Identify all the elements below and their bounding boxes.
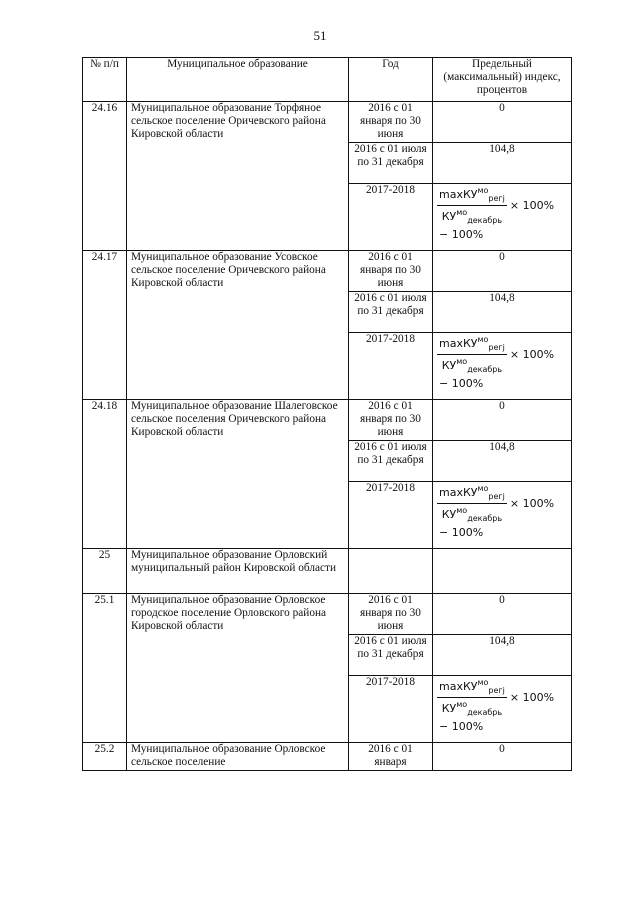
year-cell: 2017-2018: [349, 482, 433, 549]
table-row-group: [83, 549, 572, 594]
row-number: 25.2: [83, 743, 127, 771]
header-year: Год: [349, 58, 433, 102]
municipality-name: Муниципальное образование Орловское городское поселение Орловского района Кировской области: [127, 594, 349, 743]
index-value: 0: [433, 743, 572, 771]
index-formula: $\frac{\max КУ^{мо}_{регj}}{КУ^{мо}_{декабрь}}$ × 100% − 100%: [433, 184, 572, 251]
municipality-name: Муниципальное образование Торфяное сельское поселение Оричевского района Кировской области: [127, 102, 349, 251]
municipality-name: Муниципальное образование Шалеговское сельское поселения Оричевского района Кировской области: [127, 400, 349, 549]
row-number: 24.17: [83, 251, 127, 400]
index-value: 104,8: [433, 441, 572, 482]
year-cell: 2016 с 01 июля по 31 декабря: [349, 292, 433, 333]
page-number: 51: [313, 28, 327, 43]
index-value: 104,8: [433, 292, 572, 333]
header-municipality: Муниципальное образование: [127, 58, 349, 102]
year-cell: [349, 549, 433, 594]
municipality-name: Муниципальное образование Орловское сельское поселение: [127, 743, 349, 771]
row-number: 25: [83, 549, 127, 594]
year-cell: 2016 с 01 января по 30 июня: [349, 594, 433, 635]
year-cell: 2016 с 01 июля по 31 декабря: [349, 635, 433, 676]
year-cell: 2016 с 01 января по 30 июня: [349, 251, 433, 292]
header-num: № п/п: [83, 58, 127, 102]
index-value: 0: [433, 102, 572, 143]
municipality-name: Муниципальное образование Усовское сельское поселение Оричевского района Кировской области: [127, 251, 349, 400]
year-cell: 2017-2018: [349, 184, 433, 251]
year-cell: 2017-2018: [349, 333, 433, 400]
index-value: 0: [433, 594, 572, 635]
municipality-name: Муниципальное образование Орловский муниципальный район Кировской области: [127, 549, 349, 594]
year-cell: 2016 с 01 июля по 31 декабря: [349, 143, 433, 184]
row-number: 24.18: [83, 400, 127, 549]
header-index: Предельный (максимальный) индекс, процентов: [433, 58, 572, 102]
table-row-group: [83, 102, 572, 251]
index-value: 0: [433, 400, 572, 441]
index-value: [433, 549, 572, 594]
index-formula: $\frac{\max КУ^{мо}_{регj}}{КУ^{мо}_{декабрь}}$ × 100% − 100%: [433, 482, 572, 549]
tariff-index-table: [82, 57, 572, 771]
index-value: 104,8: [433, 143, 572, 184]
row-number: 25.1: [83, 594, 127, 743]
year-cell: 2017-2018: [349, 676, 433, 743]
year-cell: 2016 с 01 января: [349, 743, 433, 771]
row-number: 24.16: [83, 102, 127, 251]
table-row-group: [83, 251, 572, 400]
table-row-group: [83, 743, 572, 771]
year-cell: 2016 с 01 января по 30 июня: [349, 400, 433, 441]
table-header-row: [83, 58, 572, 102]
table-row-group: [83, 594, 572, 743]
index-formula: $\frac{\max КУ^{мо}_{регj}}{КУ^{мо}_{декабрь}}$ × 100% − 100%: [433, 676, 572, 743]
index-formula: $\frac{\max КУ^{мо}_{регj}}{КУ^{мо}_{декабрь}}$ × 100% − 100%: [433, 333, 572, 400]
index-value: 104,8: [433, 635, 572, 676]
index-value: 0: [433, 251, 572, 292]
year-cell: 2016 с 01 июля по 31 декабря: [349, 441, 433, 482]
table-row-group: [83, 400, 572, 549]
year-cell: 2016 с 01 января по 30 июня: [349, 102, 433, 143]
